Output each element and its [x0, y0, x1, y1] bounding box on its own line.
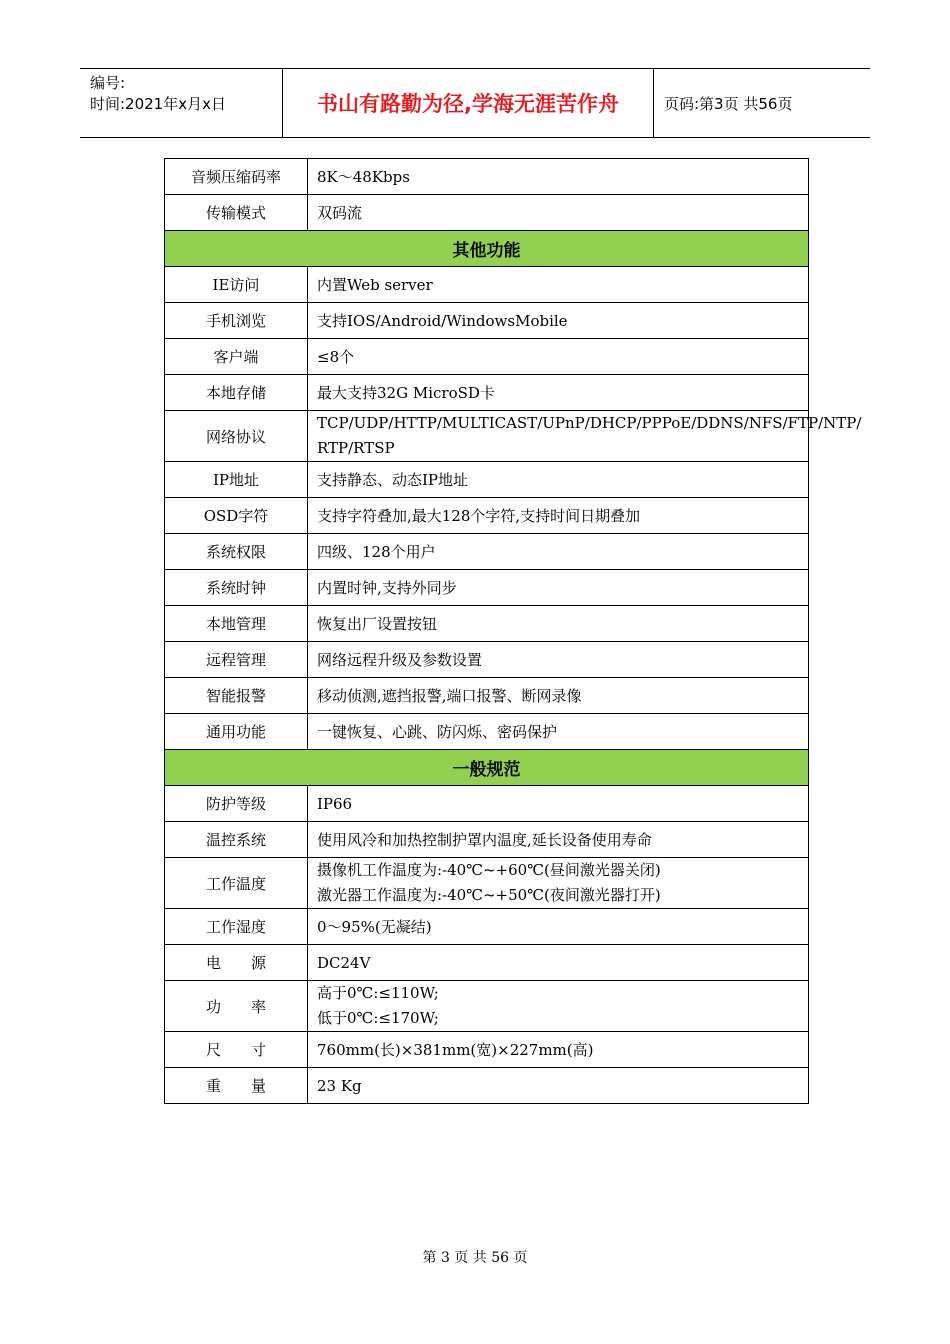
spec-row [165, 945, 809, 981]
spec-value: 8K～48Kbps [308, 159, 809, 195]
date-label: 时间:2021年x月x日 [90, 95, 226, 113]
spec-value [308, 981, 809, 1032]
section-title: 一般规范 [165, 750, 809, 786]
spec-row [165, 606, 809, 642]
spec-row [165, 267, 809, 303]
spec-value: 一键恢复、心跳、防闪烁、密码保护 [308, 714, 809, 750]
spec-label: OSD字符 [165, 498, 308, 534]
spec-label: 客户端 [165, 339, 308, 375]
spec-value: 内置时钟,支持外同步 [308, 570, 809, 606]
spec-label: 系统时钟 [165, 570, 308, 606]
spec-value: 支持IOS/Android/WindowsMobile [308, 303, 809, 339]
spec-row [165, 159, 809, 195]
spec-value: 恢复出厂设置按钮 [308, 606, 809, 642]
spec-value-line: 摄像机工作温度为:-40℃~+60℃(昼间激光器关闭) [317, 861, 661, 879]
spec-value: 0～95%(无凝结) [308, 909, 809, 945]
spec-value-line: 高于0℃:≤110W; [317, 984, 439, 1002]
spec-row [165, 462, 809, 498]
spec-value: 内置Web server [308, 267, 809, 303]
spec-row [165, 195, 809, 231]
spec-row [165, 498, 809, 534]
spec-row [165, 786, 809, 822]
spec-value: 23 Kg [308, 1068, 809, 1104]
spec-value: IP66 [308, 786, 809, 822]
spec-value-line: 低于0℃:≤170W; [317, 1009, 439, 1027]
spec-label: 工作湿度 [165, 909, 308, 945]
spec-row [165, 411, 809, 462]
spec-label: 本地存储 [165, 375, 308, 411]
spec-row [165, 909, 809, 945]
spec-label: 手机浏览 [165, 303, 308, 339]
spec-label: 智能报警 [165, 678, 308, 714]
spec-label: 传输模式 [165, 195, 308, 231]
spec-label: 本地管理 [165, 606, 308, 642]
section-title: 其他功能 [165, 231, 809, 267]
spec-row [165, 1032, 809, 1068]
spec-label: 温控系统 [165, 822, 308, 858]
serial-number-label: 编号: [90, 74, 126, 92]
header-meta [80, 69, 282, 137]
spec-row [165, 714, 809, 750]
spec-label: 功 率 [165, 981, 308, 1032]
spec-value: 移动侦测,遮挡报警,端口报警、断网录像 [308, 678, 809, 714]
spec-label: 电 源 [165, 945, 308, 981]
spec-row [165, 642, 809, 678]
spec-row [165, 678, 809, 714]
spec-value: 760mm(长)×381mm(宽)×227mm(高) [308, 1032, 809, 1068]
spec-label: 尺 寸 [165, 1032, 308, 1068]
spec-row [165, 858, 809, 909]
spec-label: IP地址 [165, 462, 308, 498]
spec-value [308, 411, 862, 462]
spec-value: 支持静态、动态IP地址 [308, 462, 809, 498]
spec-value: 最大支持32G MicroSD卡 [308, 375, 809, 411]
spec-row [165, 822, 809, 858]
spec-row [165, 1068, 809, 1104]
spec-value: 网络远程升级及参数设置 [308, 642, 809, 678]
section-header-row [165, 750, 809, 786]
spec-label: 工作温度 [165, 858, 308, 909]
spec-value: DC24V [308, 945, 809, 981]
spec-value-line: 激光器工作温度为:-40℃~+50℃(夜间激光器打开) [317, 886, 661, 904]
spec-label: 音频压缩码率 [165, 159, 308, 195]
spec-row [165, 303, 809, 339]
page-header [80, 68, 870, 138]
spec-label: 远程管理 [165, 642, 308, 678]
spec-value [308, 858, 809, 909]
spec-label: 重 量 [165, 1068, 308, 1104]
spec-row [165, 981, 809, 1032]
spec-table [164, 158, 862, 1104]
spec-value: 支持字符叠加,最大128个字符,支持时间日期叠加 [308, 498, 809, 534]
spec-row [165, 339, 809, 375]
spec-label: 系统权限 [165, 534, 308, 570]
spec-value: 双码流 [308, 195, 809, 231]
spec-row [165, 375, 809, 411]
spec-row [165, 534, 809, 570]
spec-value: ≤8个 [308, 339, 809, 375]
section-header-row [165, 231, 809, 267]
header-page-number: 页码:第3页 共56页 [664, 94, 793, 113]
spec-row [165, 570, 809, 606]
spec-value-line: TCP/UDP/HTTP/MULTICAST/UPnP/DHCP/PPPoE/DDNS/NFS/FTP/NTP/ [317, 414, 862, 432]
page-footer: 第 3 页 共 56 页 [422, 1250, 528, 1266]
spec-label: IE访问 [165, 267, 308, 303]
spec-table-body [165, 159, 862, 1104]
header-motto: 书山有路勤为径,学海无涯苦作舟 [282, 69, 654, 137]
spec-value-line: RTP/RTSP [317, 439, 395, 457]
spec-label: 网络协议 [165, 411, 308, 462]
spec-value: 四级、128个用户 [308, 534, 809, 570]
spec-label: 通用功能 [165, 714, 308, 750]
spec-value: 使用风冷和加热控制护罩内温度,延长设备使用寿命 [308, 822, 809, 858]
spec-label: 防护等级 [165, 786, 308, 822]
